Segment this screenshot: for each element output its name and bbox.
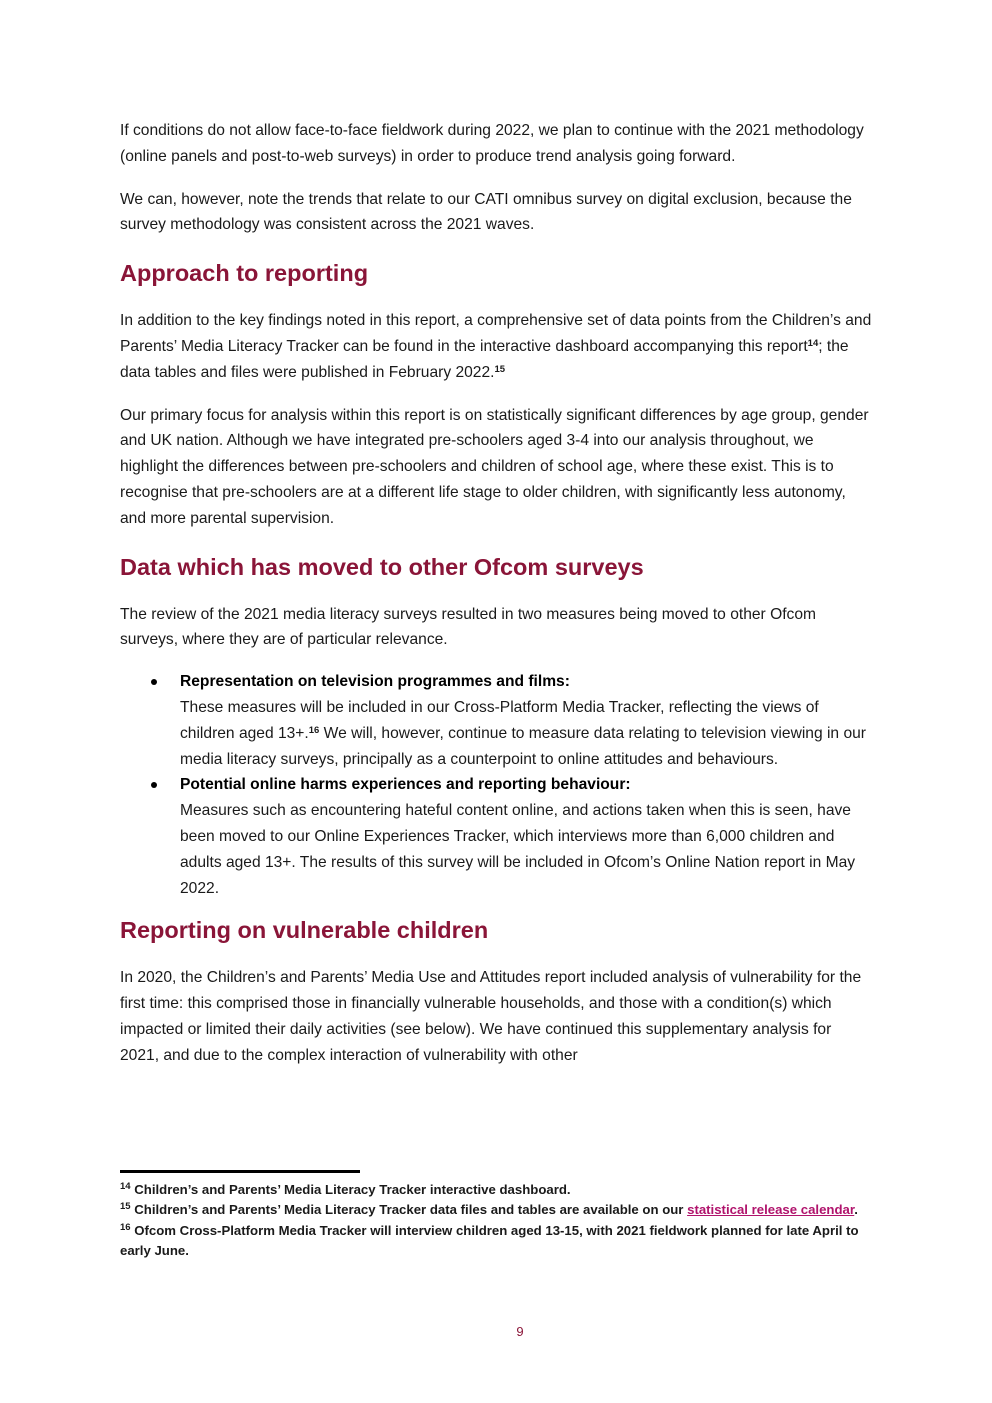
footnotes [120,1180,860,1262]
footnote-16 [120,1221,860,1262]
list-item-body: Measures such as encountering hateful content online, and actions taken when this is seen, have been moved to our Online Experiences Tracker, which interviews more than 6,000 children and adults aged 13+. The results of this survey will be included in Ofcom’s Online Nation report in May 2022. [180,802,856,897]
footnote-ref-14[interactable]: 14 [807,337,819,349]
footnote-ref-16[interactable]: 16 [308,724,320,736]
footnote-15 [120,1200,860,1220]
list-item-body: These measures will be included in our Cross-Platform Media Tracker, reflecting the views of children aged 13+. [180,698,819,742]
heading-vulnerable-children: Reporting on vulnerable children [120,917,489,944]
footnote-tail: . [854,1202,858,1218]
approach-paragraph-1 [120,308,872,385]
footnote-text: Children’s and Parents’ Media Literacy Tracker data files and tables are available on our [130,1202,688,1218]
page-body [120,118,872,1069]
footnote-number: 15 [120,1201,131,1213]
footnote-text: Ofcom Cross-Platform Media Tracker will interview children aged 13-15, with 2021 fieldwork planned for late April to early June. [120,1222,859,1259]
approach-paragraph-2: Our primary focus for analysis within this report is on statistically significant differences by age group, gender and UK nation. Although we have integrated pre-schoolers aged 3-4 into our analysis throughout, we highlight the differences between pre-schoolers and children of school age, where these exist. This is to recognise that pre-schoolers are at a different life stage to older children, with significantly less autonomy, and more parental supervision. [120,406,869,527]
footnote-number: 14 [120,1181,131,1192]
moved-paragraph-1: The review of the 2021 media literacy surveys resulted in two measures being moved to other Ofcom surveys, where they are of particular relevance. [120,605,816,649]
bullet-icon [151,679,157,685]
bullet-icon [151,782,157,788]
statistical-release-calendar-link[interactable]: statistical release calendar [687,1202,855,1218]
intro-paragraph-2: We can, however, note the trends that relate to our CATI omnibus survey on digital exclusion, because the survey methodology was consistent across the 2021 waves. [120,190,852,234]
list-item-body-cont: We will, however, continue to measure data relating to television viewing in our media literacy surveys, principally as a counterpoint to online attitudes and behaviours. [180,724,866,768]
heading-approach-to-reporting: Approach to reporting [120,260,369,287]
page-number: 9 [516,1324,524,1339]
footnote-14 [120,1180,860,1200]
list-item [120,669,872,772]
intro-paragraph-1: If conditions do not allow face-to-face fieldwork during 2022, we plan to continue with the 2021 methodology (online panels and post-to-web surveys) in order to produce trend analysis going forward. [120,122,864,165]
vulnerable-paragraph-1: In 2020, the Children’s and Parents’ Media Use and Attitudes report included analysis of vulnerability for the first time: this comprised those in financially vulnerable households, and those with a condition(s) which impacted or limited their daily activities (see below). We have continued this supplementary analysis for 2021, and due to the complex interaction of vulnerability with other [120,969,862,1064]
footnote-number: 16 [120,1221,131,1233]
approach-paragraph-1-text: In addition to the key findings noted in this report, a comprehensive set of data points from the Children’s and Parents’ Media Literacy Tracker can be found in the interactive dashboard accompanying this report [120,312,872,355]
list-item-title: Potential online harms experiences and reporting behaviour: [180,776,631,794]
moved-bullet-list [120,669,872,901]
approach-paragraph-1-mid: ; the data tables and files were published in February 2022. [120,337,849,381]
footnote-text: Children’s and Parents’ Media Literacy Tracker interactive dashboard. [130,1182,571,1197]
list-item [120,772,872,901]
heading-data-moved: Data which has moved to other Ofcom surveys [120,553,644,580]
list-item-title: Representation on television programmes and films: [180,673,570,691]
footnote-separator [120,1170,360,1173]
footnote-ref-15[interactable]: 15 [494,363,506,375]
